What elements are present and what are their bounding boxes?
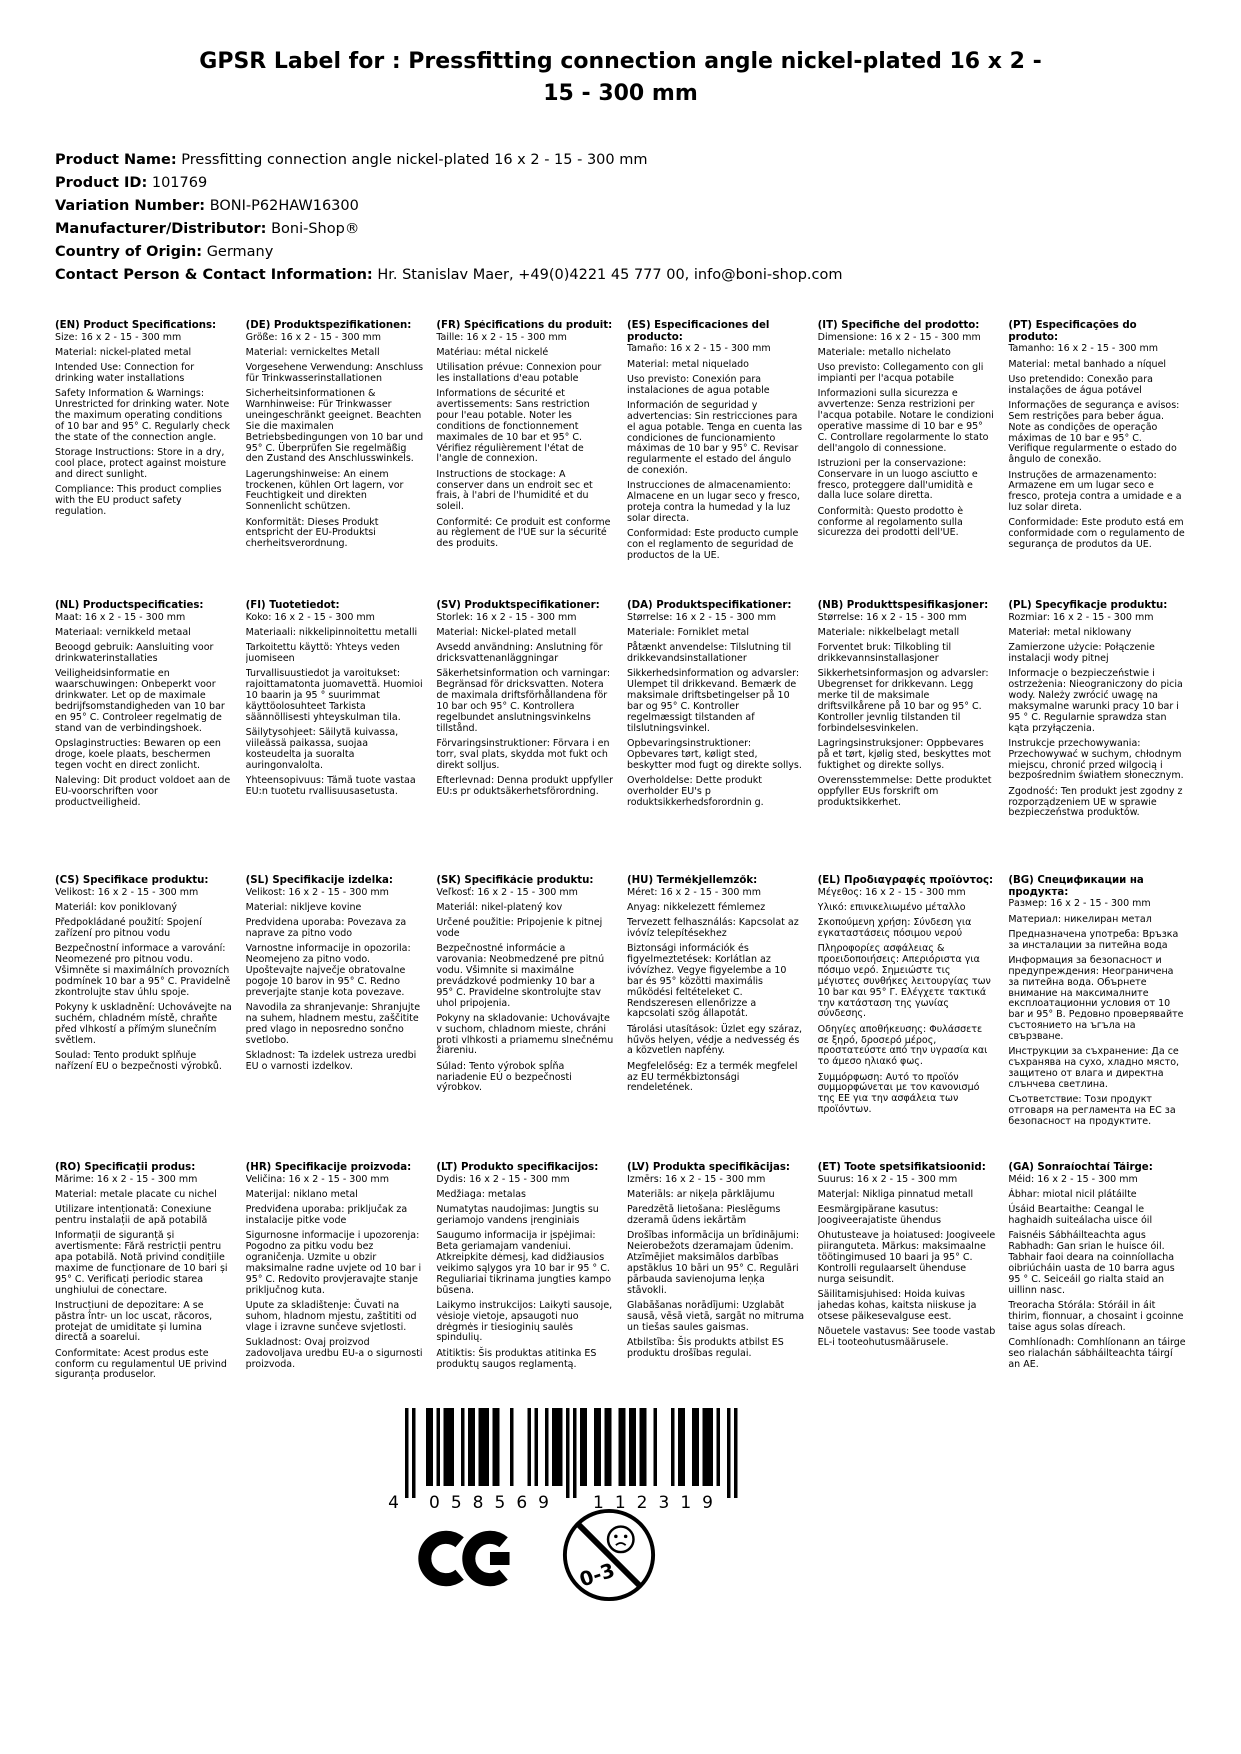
product-info-value: Pressfitting connection angle nickel-plated 16 x 2 - 15 - 300 mm [181, 151, 648, 168]
language-paragraph: Tamanho: 16 x 2 - 15 - 300 mm [1008, 343, 1159, 355]
language-paragraph: Tárolási utasítások: Üzlet egy száraz, hűvös helyen, védje a nedvesség és a közvetlen napfény. [627, 1023, 802, 1057]
language-block [246, 1162, 424, 1386]
language-paragraph: Materiaali: nikkelipinnoitettu metalli [245, 626, 418, 638]
language-paragraph: Materiál: kov poniklovaný [55, 901, 177, 913]
language-paragraph: Izmērs: 16 x 2 - 15 - 300 mm [627, 1173, 766, 1185]
language-paragraph: Storage Instructions: Store in a dry, cool place, protect against moisture and direct sunlight. [55, 447, 227, 480]
language-paragraph: Sigurnosne informacije i upozorenja: Pogodno za pitku vodu bez ograničenja. Uzmite u obzir maksimalne radne uvjete od 10 bar i 95° C. Redovito provjeravajte stanje priključnog kuta. [245, 1230, 422, 1296]
language-paragraph: Sukladnost: Ovaj proizvod zadovoljava uredbu EU-a o sigurnosti proizvoda. [245, 1336, 423, 1370]
language-block-header: (ET) Toote spetsifikatsioonid: [817, 1161, 986, 1173]
language-paragraph: Maat: 16 x 2 - 15 - 300 mm [55, 611, 186, 623]
language-paragraph: Ohutusteave ja hoiatused: Joogiveele piiranguteta. Märkus: maksimaalne töötingimused 10 baari ja 95° C. Kontrolli regulaarselt ühenduse nurga seisundit. [817, 1230, 996, 1285]
product-info-value: Boni-Shop® [271, 220, 360, 237]
language-paragraph: Faisnéis Sábháilteachta agus Rabhadh: Gan srian le huisce óil. Tabhair faoi deara na coinníollacha oibriúcháin uasta de 10 barra agus 95 ° C. Seiceáil go rialta staid an uillinn nasc. [1008, 1230, 1175, 1296]
language-paragraph: Skladnost: Ta izdelek ustreza uredbi EU o varnosti izdelkov. [245, 1049, 417, 1072]
language-paragraph: Material: nickel-plated metal [55, 346, 192, 358]
language-block [818, 320, 996, 600]
language-paragraph: Matériau: métal nickelé [436, 346, 549, 358]
language-block [818, 1162, 996, 1386]
language-paragraph: Sikkerhetsinformasjon og advarsler: Ubegrenset for drikkevann. Legg merke til de maksimale driftsvilkårene på 10 bar og 95° C. Kontroller jevnlig tilstanden til forbindelsesvinkelen. [817, 668, 989, 734]
language-paragraph: Navodila za shranjevanje: Shranjujte na suhem, hladnem mestu, zaščitite pred vlago in neposredno sončno svetlobo. [245, 1002, 421, 1046]
language-paragraph: Informacje o bezpieczeństwie i ostrzeżenia: Nieograniczony do picia wody. Należy zwrócić uwagę na maksymalne warunki pracy 10 bar i 95 ° C. Regularnie sprawdza stan kąta przyłączenia. [1008, 668, 1183, 734]
language-paragraph: Material: metale placate cu nichel [55, 1188, 217, 1200]
language-block-header: (NB) Produkttspesifikasjoner: [817, 599, 989, 611]
language-paragraph: Materiale: Forniklet metal [627, 626, 750, 638]
language-block-header: (CS) Specifikace produktu: [55, 874, 209, 886]
language-block [1008, 1162, 1186, 1386]
language-paragraph: Eesmärgipärane kasutus: Joogiveerajatiste ühendus [817, 1204, 942, 1227]
language-paragraph: Zamierzone użycie: Połączenie instalacji wody pitnej [1008, 642, 1155, 665]
language-block-header: (DA) Produktspecifikationer: [627, 599, 792, 611]
language-block [627, 875, 805, 1162]
language-block-header: (HR) Specifikacije proizvoda: [245, 1161, 412, 1173]
language-paragraph: Beoogd gebruik: Aansluiting voor drinkwaterinstallaties [55, 642, 214, 665]
language-paragraph: Tervezett felhasználás: Kapcsolat az ivóvíz telepítésekhez [627, 917, 799, 940]
product-info-value: 101769 [151, 174, 208, 191]
product-info-label: Contact Person & Contact Information: [55, 266, 373, 283]
product-info-label: Variation Number: [55, 197, 206, 214]
language-paragraph: Materiał: metal niklowany [1008, 626, 1132, 638]
language-paragraph: Opslaginstructies: Bewaren op een droge, koele plaats, beschermen tegen vocht en direct zonlicht. [55, 737, 221, 771]
language-paragraph: Velikost: 16 x 2 - 15 - 300 mm [55, 886, 199, 898]
language-paragraph: Informações de segurança e avisos: Sem restrições para beber água. Note as condições de operação máximas de 10 bar e 95° C. Verifique regularmente o estado do ângulo de conexão. [1008, 400, 1180, 466]
language-paragraph: Påtænkt anvendelse: Tilslutning til drikkevandsinstallationer [627, 642, 792, 665]
language-paragraph: Informations de sécurité et avertissements: Sans restriction pour l'eau potable. Noter les conditions de fonctionnement maximales de 10 bar et 95° C. Vérifiez régulièrement l'état de l'angle de connexion. [436, 388, 590, 465]
language-paragraph: Atitiktis: Šis produktas atitinka ES produktų saugos reglamentą. [436, 1347, 597, 1370]
language-paragraph: Materiál: nikel-platený kov [436, 901, 563, 913]
language-paragraph: Съответствие: Този продукт отговаря на регламента на ЕС за безопасност на продуктите. [1008, 1094, 1176, 1127]
language-paragraph: Информация за безопасност и предупреждения: Неограничена за питейна вода. Обърнете внимание на максималните експлоатационни условия от 10 bar и 95° B. Редовно проверявайте състоянието на ъгъла на свързване. [1008, 955, 1184, 1042]
language-paragraph: Taille: 16 x 2 - 15 - 300 mm [436, 331, 567, 343]
age-warning-0-3-icon [560, 1506, 658, 1604]
language-paragraph: Atbilstība: Šis produkts atbilst ES produktu drošības regulai. [627, 1336, 784, 1359]
language-paragraph: Materijal: niklano metal [245, 1188, 358, 1200]
language-paragraph: Veličina: 16 x 2 - 15 - 300 mm [245, 1173, 389, 1185]
language-paragraph: Pokyny na skladovanie: Uchovávajte v suchom, chladnom mieste, chráni proti vlhkosti a priamemu slnečnému žiareniu. [436, 1012, 614, 1057]
language-paragraph: Comhlíonadh: Comhlíonann an táirge seo rialachán sábháilteachta táirgí an AE. [1008, 1336, 1186, 1370]
language-paragraph: Numatytas naudojimas: Jungtis su geriamojo vandens įrenginiais [436, 1204, 599, 1227]
language-paragraph: Soulad: Tento produkt splňuje nařízení EU o bezpečnosti výrobků. [55, 1049, 222, 1072]
barcode-first-digit: 4 [388, 1492, 399, 1513]
language-paragraph: Saugumo informacija ir įspėjimai: Beta geriamajam vandeniui. Atkreipkite dėmesį, kad didžiausios veikimo sąlygos yra 10 bar ir 95 ° C. Reguliariai tikrinama jungties kampo būsena. [436, 1230, 612, 1296]
language-block-header: (FR) Spécifications du produit: [436, 319, 613, 331]
language-paragraph: Anyag: nikkelezett fémlemez [627, 901, 766, 913]
product-info [55, 150, 1186, 286]
language-paragraph: Tarkoitettu käyttö: Yhteys veden juomiseen [245, 642, 400, 665]
product-info-line [55, 242, 1186, 263]
language-paragraph: Förvaringsinstruktioner: Förvara i en torr, sval plats, skydda mot fukt och direkt solljus. [436, 737, 610, 771]
language-paragraph: Instructions de stockage: A conserver dans un endroit sec et frais, à l'abri de l'humidité et du soleil. [436, 468, 593, 513]
language-paragraph: Säilitamisjuhised: Hoida kuivas jahedas kohas, kaitsta niiskuse ja otsese päikesevalguse eest. [817, 1289, 977, 1322]
language-paragraph: Größe: 16 x 2 - 15 - 300 mm [245, 331, 382, 343]
language-paragraph: Ábhar: miotal nicil plátáilte [1008, 1188, 1137, 1200]
language-paragraph: Размер: 16 x 2 - 15 - 300 mm [1008, 898, 1151, 910]
language-block [436, 320, 614, 600]
language-paragraph: Súlad: Tento výrobok spĺňa nariadenie EÚ o bezpečnosti výrobkov. [436, 1060, 572, 1094]
language-paragraph: Conformità: Questo prodotto è conforme al regolamento sulla sicurezza dei prodotti dell'UE. [817, 505, 964, 539]
language-paragraph: Bezpečnostné informácie a varovania: Neobmedzené pre pitnú vodu. Všimnite si maximálne prevádzkové podmienky 10 bar a 95° C. Pravidelne skontrolujte stav uhol pripojenia. [436, 943, 605, 1009]
language-paragraph: Informații de siguranță și avertismente: Fără restricții pentru apa potabilă. Notă privind condițiile maxime de funcționare de 10 bari și 95° C. Verificați periodic starea unghiului de conectare. [55, 1230, 228, 1296]
product-info-line [55, 173, 1186, 194]
language-paragraph: Intended Use: Connection for drinking water installations [55, 362, 195, 385]
language-block-header: (ES) Especificaciones del producto: [627, 319, 770, 343]
footer [55, 1398, 1186, 1698]
language-paragraph: Instruções de armazenamento: Armazene em um lugar seco e fresco, proteja contra a umidade e a luz solar direta. [1008, 469, 1182, 514]
product-info-line [55, 219, 1186, 240]
product-info-value: BONI-P62HAW16300 [209, 197, 359, 214]
language-paragraph: Určené použitie: Pripojenie k pitnej vode [436, 917, 603, 940]
language-paragraph: Předpokládané použití: Spojení zařízení pro pitnou vodu [55, 917, 202, 940]
language-paragraph: Upute za skladištenje: Čuvati na suhom, hladnom mjestu, zaštititi od vlage i izravne sunčeve svjetlosti. [245, 1299, 417, 1333]
language-block [55, 600, 233, 875]
language-paragraph: Konformität: Dieses Produkt entspricht der EU-Produktsi cherheitsverordnung. [245, 516, 379, 550]
language-paragraph: Vorgesehene Verwendung: Anschluss für Trinkwasserinstallationen [245, 362, 424, 385]
language-paragraph: Storlek: 16 x 2 - 15 - 300 mm [436, 611, 577, 623]
page-title: GPSR Label for : Pressfitting connection angle nickel-plated 16 x 2 - 15 - 300 mm [199, 49, 1042, 106]
language-paragraph: Informazioni sulla sicurezza e avvertenze: Senza restrizioni per l'acqua potabile. Notare le condizioni operative massime di 10 bar e 95° C. Controllare regolarmente lo stato dell'angolo di connessione. [817, 388, 994, 454]
language-block-header: (PT) Especificações do produto: [1008, 319, 1137, 343]
language-paragraph: Materiale: metallo nichelato [817, 346, 951, 358]
language-block-header: (LV) Produkta specifikācijas: [627, 1161, 790, 1173]
language-paragraph: Bezpečnostní informace a varování: Neomezené pro pitnou vodu. Všimněte si maximálních provozních podmínek 10 bar a 95° C. Pravidelně zkontrolujte stav úhlu spoje. [55, 943, 231, 998]
language-paragraph: Σκοπούμενη χρήση: Σύνδεση για εγκαταστάσεις πόσιμου νερού [817, 917, 972, 940]
language-paragraph: Rozmiar: 16 x 2 - 15 - 300 mm [1008, 611, 1154, 623]
language-paragraph: Материал: никелиран метал [1008, 913, 1152, 925]
language-paragraph: Mărime: 16 x 2 - 15 - 300 mm [55, 1173, 198, 1185]
language-paragraph: Úsáid Beartaithe: Ceangal le haghaidh suiteálacha uisce óil [1008, 1204, 1153, 1227]
product-info-line [55, 150, 1186, 171]
language-block [246, 875, 424, 1162]
language-paragraph: Størrelse: 16 x 2 - 15 - 300 mm [627, 611, 776, 623]
language-paragraph: Οδηγίες αποθήκευσης: Φυλάσσετε σε ξηρό, δροσερό μέρος, προστατεύστε από την υγρασία και το άμεσο ηλιακό φως. [817, 1023, 988, 1068]
language-paragraph: Veľkosť: 16 x 2 - 15 - 300 mm [436, 886, 578, 898]
language-paragraph: Opbevaringsinstruktioner: Opbevares tørt, køligt sted, beskytter mod fugt og direkte sollys. [627, 737, 802, 771]
barcode-right-group: 112319 [593, 1492, 713, 1513]
language-paragraph: Medžiaga: metalas [436, 1188, 526, 1200]
language-block [436, 600, 614, 875]
language-block-header: (EL) Προδιαγραφές προϊόντος: [817, 874, 994, 886]
language-paragraph: Conformidad: Este producto cumple con el reglamento de seguridad de productos de la UE. [627, 528, 799, 561]
product-info-label: Country of Origin: [55, 243, 203, 260]
language-paragraph: Πληροφορίες ασφάλειας & προειδοποιήσεις: Απεριόριστα για πόσιμο νερό. Σημειώστε τις μέγιστες συνθήκες λειτουργίας των 10 bar και 95° Γ. Ελέγχετε τακτικά την κατάσταση της γωνίας σύνδεσης. [817, 943, 991, 1020]
language-paragraph: Zgodność: Ten produkt jest zgodny z rozporządzeniem UE w sprawie bezpieczeństwa produktów. [1008, 785, 1183, 819]
language-paragraph: Safety Information & Warnings: Unrestricted for drinking water. Note the maximum operating conditions of 10 bar and 95° C. Regularly check the state of the connection angle. [55, 388, 231, 443]
product-info-label: Product ID: [55, 174, 148, 191]
language-paragraph: Predvidena uporaba: Povezava za naprave za pitno vodo [245, 917, 407, 940]
barcode-bars [385, 1406, 751, 1514]
language-paragraph: Materjal: Nikliga pinnatud metall [817, 1188, 974, 1200]
language-paragraph: Turvallisuustiedot ja varoitukset: rajoittamatonta juomavettä. Huomioi 10 baarin ja 95 ° suurimmat käyttöolosuhteet Tarkista säännöllisesti yhteyskulman tila. [245, 668, 423, 723]
language-paragraph: Forventet bruk: Tilkobling til drikkevannsinstallasjoner [817, 642, 952, 665]
language-block-header: (EN) Product Specifications: [55, 319, 217, 331]
language-block-header: (IT) Specifiche del prodotto: [817, 319, 980, 331]
language-paragraph: Conformidade: Este produto está em conformidade com o regulamento de segurança de produtos da UE. [1008, 517, 1185, 551]
language-block [818, 600, 996, 875]
language-block-header: (HU) Termékjellemzők: [627, 874, 758, 886]
language-paragraph: Megfelelőség: Ez a termék megfelel az EU termékbiztonsági rendeletének. [627, 1060, 798, 1094]
language-block [246, 320, 424, 600]
language-paragraph: Sicherheitsinformationen & Warnhinweise: Für Trinkwasser uneingeschränkt geeignet. Beachten Sie die maximalen Betriebsbedingungen von 10 bar und 95° C. Überprüfen Sie regelmäßig den Zustand des Anschlusswinkels. [245, 388, 424, 465]
language-paragraph: Pokyny k uskladnění: Uchovávejte na suchém, chladném místě, chraňte před vlhkostí a přímým slunečním světlem. [55, 1002, 232, 1046]
language-block-header: (FI) Tuotetiedot: [245, 599, 340, 611]
language-paragraph: Avsedd användning: Anslutning för dricksvattenanläggningar [436, 642, 603, 665]
language-paragraph: Koko: 16 x 2 - 15 - 300 mm [245, 611, 375, 623]
language-paragraph: Utilizare intenționată: Conexiune pentru instalații de apă potabilă [55, 1204, 212, 1227]
language-paragraph: Instrukcje przechowywania: Przechowywać w suchym, chłodnym miejscu, chronić przed wilgocią i bezpośrednim światłem słonecznym. [1008, 737, 1184, 782]
language-grid [55, 320, 1186, 1386]
language-paragraph: Materiale: nikkelbelagt metall [817, 626, 960, 638]
language-block [627, 1162, 805, 1386]
language-paragraph: Méid: 16 x 2 - 15 - 300 mm [1008, 1173, 1138, 1185]
language-paragraph: Instrucțiuni de depozitare: A se păstra într- un loc uscat, răcoros, protejat de umiditate și lumina directă a soarelui. [55, 1299, 213, 1344]
language-block [1008, 600, 1186, 875]
product-info-line [55, 196, 1186, 217]
language-paragraph: Størrelse: 16 x 2 - 15 - 300 mm [817, 611, 967, 623]
language-block-header: (GA) Sonraíochtaí Táirge: [1008, 1161, 1153, 1173]
language-paragraph: Treoracha Stórála: Stóráil in áit thirim, fionnuar, a chosaint i gcoinne taise agus solas díreach. [1008, 1299, 1184, 1333]
language-paragraph: Yhteensopivuus: Tämä tuote vastaa EU:n tuotetu rvallisuusasetusta. [245, 774, 416, 797]
language-paragraph: Nõuetele vastavus: See toode vastab EL-i tooteohutusmäärusele. [817, 1326, 996, 1348]
language-paragraph: Información de seguridad y advertencias: Sin restricciones para el agua potable. Tenga en cuenta las condiciones de funcionamiento máximas de 10 bar y 95° C. Revisar regularmente el estado del ángulo de conexión. [627, 400, 803, 477]
language-paragraph: Veiligheidsinformatie en waarschuwingen: Onbeperkt voor drinkwater. Let op de maximale bedrijfsomstandigheden van 10 bar en 95° C. Controleer regelmatig de stand van de verbindingshoek. [55, 668, 225, 734]
language-paragraph: Varnostne informacije in opozorila: Neomejeno za pitno vodo. Upoštevajte največje obratovalne pogoje 10 barov in 95° C. Redno preverjajte stanje kota povezave. [245, 943, 411, 998]
language-paragraph: Uso previsto: Collegamento con gli impianti per l'acqua potabile [817, 362, 984, 385]
language-paragraph: Sikkerhedsinformation og advarsler: Ulempet til drikkevand. Bemærk de maksimale driftsbetingelser på 10 bar og 95° C. Kontroller regelmæssigt tilstanden af tilslutningsvinkel. [627, 668, 800, 734]
ce-mark-icon [418, 1530, 518, 1587]
language-paragraph: Compliance: This product complies with the EU product safety regulation. [55, 484, 222, 517]
language-block-header: (SL) Specifikacije izdelka: [245, 874, 393, 886]
language-paragraph: Material: metal banhado a níquel [1008, 358, 1167, 370]
language-block-header: (DE) Produktspezifikationen: [245, 319, 412, 331]
language-paragraph: Size: 16 x 2 - 15 - 300 mm [55, 331, 182, 343]
language-paragraph: Conformitate: Acest produs este conform cu regulamentul UE privind siguranța produselor. [55, 1347, 227, 1381]
language-paragraph: Säkerhetsinformation och varningar: Begränsad för dricksvatten. Notera de maximala driftsförhållandena för 10 bar och 95° C. Kontrollera regelbundet anslutningsvinkelns tillstånd. [436, 668, 611, 734]
language-paragraph: Material: Nickel-plated metall [436, 626, 577, 638]
language-paragraph: Conformité: Ce produit est conforme au règlement de l'UE sur la sécurité des produits. [436, 516, 611, 550]
language-paragraph: Drošības informācija un brīdinājumi: Neierobežots dzeramajam ūdenim. Atzīmējiet maksimālos darbības apstāklus 10 bāri un 95° C. Regulāri pārbauda savienojuma leņķa stāvokli. [627, 1230, 800, 1296]
language-paragraph: Méret: 16 x 2 - 15 - 300 mm [627, 886, 762, 898]
language-block [436, 875, 614, 1162]
language-paragraph: Biztonsági információk és figyelmeztetések: Korlátlan az ivóvízhez. Vegye figyelembe a 10 bar és 95° közötti maximális működési feltételeket C. Rendszeresen ellenőrizze a kapcsolati szög állapotát. [627, 943, 787, 1020]
language-block [55, 1162, 233, 1386]
language-paragraph: Naleving: Dit product voldoet aan de EU-voorschriften voor productveiligheid. [55, 774, 231, 808]
language-block [1008, 320, 1186, 600]
product-info-label: Product Name: [55, 151, 177, 168]
language-block [1008, 875, 1186, 1162]
product-info-line [55, 265, 1186, 286]
language-block [246, 600, 424, 875]
language-paragraph: Utilisation prévue: Connexion pour les installations d'eau potable [436, 362, 602, 385]
language-paragraph: Overensstemmelse: Dette produktet oppfyller EUs forskrift om produktsikkerhet. [817, 774, 992, 808]
language-paragraph: Laikymo instrukcijos: Laikyti sausoje, vėsioje vietoje, apsaugoti nuo drėgmės ir tiesioginių saulės spindulių. [436, 1299, 613, 1344]
ean-barcode [385, 1406, 751, 1514]
language-block [818, 875, 996, 1162]
language-paragraph: Efterlevnad: Denna produkt uppfyller EU:s pr oduktsäkerhetsförordning. [436, 774, 613, 797]
language-block-header: (SK) Špecifikácie produktu: [436, 874, 594, 886]
age-warning-text: 0-3 [576, 1558, 618, 1592]
language-block-header: (BG) Спецификации на продукта: [1008, 874, 1144, 898]
language-paragraph: Säilytysohjeet: Säilytä kuivassa, viileässä paikassa, suojaa kosteudelta ja suoralta auringonvalolta. [245, 727, 399, 771]
language-block [627, 320, 805, 600]
language-paragraph: Materiāls: ar niķeļa pārklājumu [627, 1188, 775, 1200]
language-paragraph: Material: vernickeltes Metall [245, 346, 380, 358]
language-paragraph: Suurus: 16 x 2 - 15 - 300 mm [817, 1173, 958, 1185]
language-paragraph: Dydis: 16 x 2 - 15 - 300 mm [436, 1173, 570, 1185]
product-info-value: Germany [206, 243, 274, 260]
language-paragraph: Υλικό: επινικελιωμένο μέταλλο [817, 901, 966, 913]
language-paragraph: Overholdelse: Dette produkt overholder EU's p roduktsikkerhedsforordnin g. [627, 774, 764, 808]
language-paragraph: Lagerungshinweise: An einem trockenen, kühlen Ort lagern, vor Feuchtigkeit und direkten Sonnenlicht schützen. [245, 468, 404, 513]
language-block [436, 1162, 614, 1386]
language-block-header: (PL) Specyfikacje produktu: [1008, 599, 1168, 611]
language-paragraph: Material: nikljeve kovine [245, 901, 362, 913]
language-paragraph: Istruzioni per la conservazione: Conservare in un luogo asciutto e fresco, proteggere dall'umidità e dalla luce solare diretta. [817, 457, 978, 502]
language-paragraph: Dimensione: 16 x 2 - 15 - 300 mm [817, 331, 981, 343]
language-paragraph: Materiaal: vernikkeld metaal [55, 626, 191, 638]
language-block-header: (NL) Productspecificaties: [55, 599, 204, 611]
language-paragraph: Material: metal niquelado [627, 358, 749, 370]
language-paragraph: Μέγεθος: 16 x 2 - 15 - 300 mm [817, 886, 966, 898]
language-paragraph: Instrucciones de almacenamiento: Almacene en un lugar seco y fresco, proteja contra la humedad y la luz solar directa. [627, 480, 800, 524]
language-paragraph: Lagringsinstruksjoner: Oppbevares på et tørt, kjølig sted, beskyttes mot fuktighet og direkte sollys. [817, 737, 991, 771]
language-paragraph: Glabāšanas norādījumi: Uzglabāt sausā, vēsā vietā, sargāt no mitruma un tiešas saules gaismas. [627, 1299, 805, 1333]
product-info-label: Manufacturer/Distributor: [55, 220, 267, 237]
language-paragraph: Tamaño: 16 x 2 - 15 - 300 mm [627, 343, 771, 355]
language-paragraph: Velikost: 16 x 2 - 15 - 300 mm [245, 886, 389, 898]
barcode-left-group: 058569 [429, 1492, 549, 1513]
language-block-header: (SV) Produktspecifikationer: [436, 599, 600, 611]
language-paragraph: Predviđena uporaba: priključak za instalacije pitke vode [245, 1204, 408, 1227]
language-paragraph: Uso previsto: Conexión para instalaciones de agua potable [627, 373, 770, 396]
language-block [55, 875, 233, 1162]
language-block-header: (RO) Specificații produs: [55, 1161, 196, 1173]
language-paragraph: Paredzētā lietošana: Pieslēgums dzeramā ūdens iekārtām [627, 1204, 781, 1227]
product-info-value: Hr. Stanislav Maer, +49(0)4221 45 777 00, info@boni-shop.com [377, 266, 843, 283]
language-paragraph: Инструкции за съхранение: Да се съхранява на сухо, хладно място, защитено от влага и директна слънчева светлина. [1008, 1046, 1180, 1090]
language-block [55, 320, 233, 600]
language-paragraph: Предназначена употреба: Връзка за инсталации за питейна вода [1008, 928, 1179, 951]
language-paragraph: Uso pretendido: Conexão para instalações de água potável [1008, 373, 1153, 396]
language-paragraph: Συμμόρφωση: Αυτό το προϊόν συμμορφώνεται με τον κανονισμό της ΕΕ για την ασφάλεια των προϊόντων. [817, 1071, 980, 1115]
language-block-header: (LT) Produkto specifikacijos: [436, 1161, 599, 1173]
language-block [627, 600, 805, 875]
